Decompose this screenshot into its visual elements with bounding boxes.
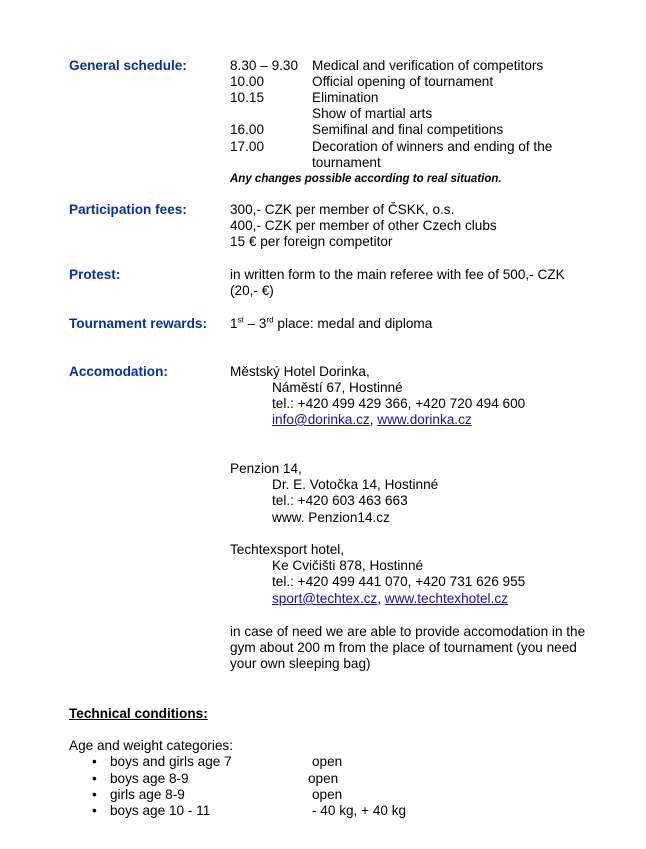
- rewards-text: [230, 316, 432, 332]
- category-value: - 40 kg, + 40 kg: [312, 803, 407, 818]
- hotel-tel: tel.: +420 499 429 366, +420 720 494 600: [272, 396, 526, 411]
- schedule-desc: Official opening of tournament: [312, 74, 494, 89]
- bullet-icon: •: [92, 787, 97, 802]
- categories-intro: Age and weight categories:: [69, 738, 233, 753]
- schedule-time: 8.30 – 9.30: [230, 58, 299, 73]
- schedule-time: 16.00: [230, 122, 265, 137]
- schedule-desc: Semifinal and final competitions: [312, 122, 504, 137]
- hotel-web: www. Penzion14.cz: [272, 510, 390, 525]
- category-value: open: [312, 787, 343, 802]
- hotel-tel: tel.: +420 603 463 663: [272, 493, 408, 508]
- hotel-address: Náměstí 67, Hostinné: [272, 380, 403, 395]
- rewards-first-sup: st: [237, 315, 244, 325]
- technical-heading: Technical conditions:: [69, 706, 208, 721]
- hotel-email-link[interactable]: sport@techtex.cz: [272, 591, 378, 606]
- rewards-label: Tournament rewards:: [69, 316, 207, 331]
- schedule-time: 10.15: [230, 90, 265, 105]
- schedule-time: 17.00: [230, 139, 265, 154]
- fees-line: 15 € per foreign competitor: [230, 234, 393, 249]
- rewards-third-sup: rd: [266, 315, 274, 325]
- hotel-web-link[interactable]: www.dorinka.cz: [377, 412, 472, 427]
- bullet-icon: •: [92, 803, 97, 818]
- schedule-time: 10.00: [230, 74, 265, 89]
- accomodation-note: your own sleeping bag): [230, 656, 371, 671]
- accomodation-note: gym about 200 m from the place of tournament (you need: [230, 640, 577, 655]
- fees-line: 400,- CZK per member of other Czech clubs: [230, 218, 497, 233]
- accomodation-note: in case of need we are able to provide accomodation in the: [230, 624, 586, 639]
- hotel-contacts: [272, 412, 472, 428]
- schedule-label: General schedule:: [69, 58, 187, 73]
- protest-label: Protest:: [69, 267, 121, 282]
- hotel-tel: tel.: +420 499 441 070, +420 731 626 955: [272, 574, 526, 589]
- schedule-desc: Elimination: [312, 90, 379, 105]
- category-name: boys and girls age 7: [110, 754, 232, 769]
- accomodation-label: Accomodation:: [69, 364, 168, 379]
- schedule-note: Any changes possible according to real situation.: [230, 173, 502, 185]
- category-value: open: [312, 754, 343, 769]
- rewards-first: 1: [230, 316, 238, 331]
- hotel-address: Ke Cvičišti 878, Hostinné: [272, 558, 424, 573]
- rewards-dash: – 3: [243, 316, 267, 331]
- hotel-web-link[interactable]: www.techtexhotel.cz: [384, 591, 508, 606]
- hotel-contacts: [272, 591, 508, 607]
- schedule-desc: Decoration of winners and ending of the: [312, 139, 553, 154]
- hotel-name: Techtexsport hotel,: [230, 542, 345, 557]
- bullet-icon: •: [92, 771, 97, 786]
- protest-line: (20,- €): [230, 283, 274, 298]
- hotel-name: Penzion 14,: [230, 461, 302, 476]
- contact-separator: ,: [377, 591, 385, 606]
- category-value: open: [308, 771, 339, 786]
- hotel-address: Dr. E. Votočka 14, Hostinné: [272, 477, 439, 492]
- hotel-email-link[interactable]: info@dorinka.cz: [272, 412, 370, 427]
- category-name: girls age 8-9: [110, 787, 185, 802]
- rewards-rest: place: medal and diploma: [273, 316, 433, 331]
- bullet-icon: •: [92, 754, 97, 769]
- category-name: boys age 10 - 11: [110, 803, 211, 818]
- contact-separator: ,: [369, 412, 378, 427]
- schedule-desc: tournament: [312, 155, 381, 170]
- fees-line: 300,- CZK per member of ČSKK, o.s.: [230, 202, 455, 217]
- schedule-desc: Show of martial arts: [312, 106, 433, 121]
- fees-label: Participation fees:: [69, 202, 187, 217]
- hotel-name: Městský Hotel Dorinka,: [230, 364, 370, 379]
- protest-line: in written form to the main referee with fee of 500,- CZK: [230, 267, 565, 282]
- category-name: boys age 8-9: [110, 771, 189, 786]
- schedule-desc: Medical and verification of competitors: [312, 58, 544, 73]
